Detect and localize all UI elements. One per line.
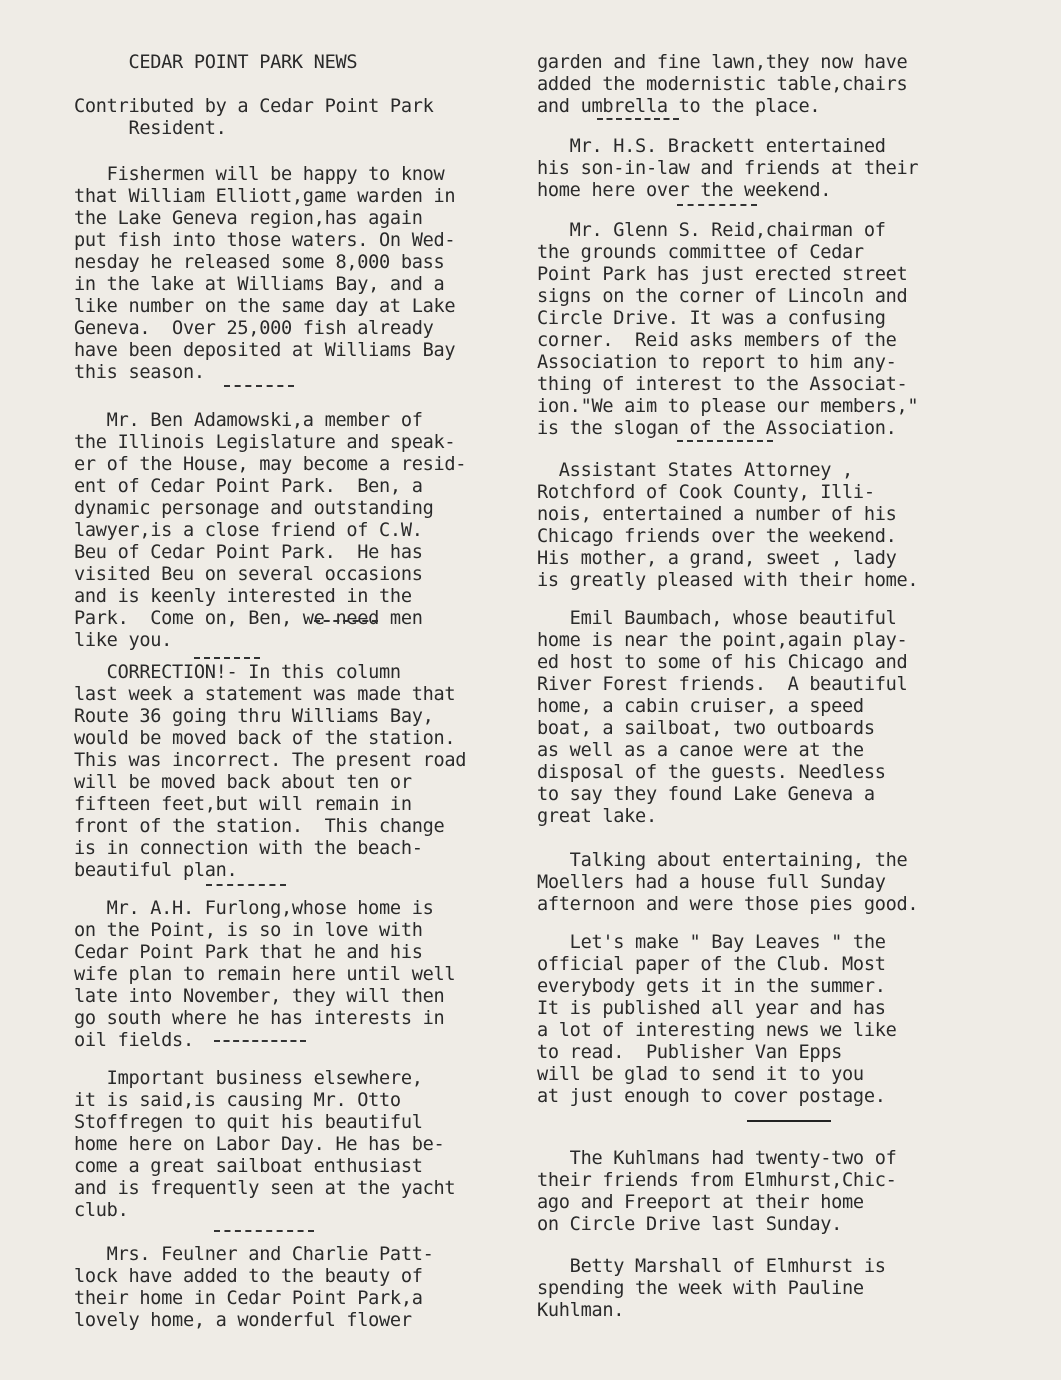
- left-column-line: wife plan to remain here until well: [74, 964, 456, 985]
- right-column-line: home is near the point,again play-: [537, 630, 908, 651]
- left-column-line: have been deposited at Williams Bay: [74, 340, 456, 361]
- left-column-line: on the Point, is so in love with: [74, 920, 423, 941]
- left-column-line: lovely home, a wonderful flower: [74, 1310, 412, 1331]
- left-column-line: will be moved back about ten or: [74, 772, 412, 793]
- left-column-line: Route 36 going thru Williams Bay,: [74, 706, 434, 727]
- right-column-line: is the slogan of the Association.: [537, 418, 897, 439]
- left-column-line: home here on Labor Day. He has be-: [74, 1134, 445, 1155]
- left-column-line: like number on the same day at Lake: [74, 296, 456, 317]
- left-column-line: Contributed by a Cedar Point Park: [74, 96, 434, 117]
- right-column-line: ed host to some of his Chicago and: [537, 652, 908, 673]
- left-column-line: Fishermen will be happy to know: [74, 164, 445, 185]
- right-column-line: It is published all year and has: [537, 998, 886, 1019]
- left-column-line: go south where he has interests in: [74, 1008, 445, 1029]
- right-column-line: Circle Drive. It was a confusing: [537, 308, 886, 329]
- right-column-line: his son-in-law and friends at their: [537, 158, 919, 179]
- right-column-line: nois, entertained a number of his: [537, 504, 897, 525]
- left-column-line: CEDAR POINT PARK NEWS: [74, 52, 358, 73]
- left-column-line: and is frequently seen at the yacht: [74, 1178, 456, 1199]
- left-column-line: fifteen feet,but will remain in: [74, 794, 412, 815]
- right-column-line: Mr. Glenn S. Reid,chairman of: [537, 220, 886, 241]
- right-column-line: His mother, a grand, sweet , lady: [537, 548, 897, 569]
- right-column-line: great lake.: [537, 806, 657, 827]
- right-column-line: spending the week with Pauline: [537, 1278, 864, 1299]
- right-column-line: their friends from Elmhurst,Chic-: [537, 1170, 897, 1191]
- left-column-line: last week a statement was made that: [74, 684, 456, 705]
- right-column-line: ion."We aim to please our members,": [537, 396, 919, 417]
- right-column-line: thing of interest to the Associat-: [537, 374, 908, 395]
- left-column-line: Mr. A.H. Furlong,whose home is: [74, 898, 434, 919]
- left-column-line: ent of Cedar Point Park. Ben, a: [74, 476, 423, 497]
- right-column-line: Emil Baumbach, whose beautiful: [537, 608, 897, 629]
- right-column-line: Association to report to him any-: [537, 352, 897, 373]
- left-column-line: is in connection with the beach-: [74, 838, 423, 859]
- right-column-line: is greatly pleased with their home.: [537, 570, 919, 591]
- right-column-line: River Forest friends. A beautiful: [537, 674, 908, 695]
- left-column-line: Cedar Point Park that he and his: [74, 942, 423, 963]
- right-column-line: ago and Freeport at their home: [537, 1192, 864, 1213]
- section-divider: [677, 204, 757, 206]
- left-column-line: Park. Come on, Ben, we need men: [74, 608, 423, 629]
- left-column-line: the Illinois Legislature and speak-: [74, 432, 456, 453]
- right-column-line: Rotchford of Cook County, Illi-: [537, 482, 875, 503]
- left-column-line: Mrs. Feulner and Charlie Patt-: [74, 1244, 434, 1265]
- left-column-line: CORRECTION!- In this column: [74, 662, 401, 683]
- right-column-line: signs on the corner of Lincoln and: [537, 286, 908, 307]
- left-column-line: dynamic personage and outstanding: [74, 498, 434, 519]
- section-divider: [314, 620, 378, 622]
- left-column-line: oil fields.: [74, 1030, 194, 1051]
- left-column-line: Geneva. Over 25,000 fish already: [74, 318, 434, 339]
- right-column-line: the grounds committee of Cedar: [537, 242, 864, 263]
- right-column-line: Chicago friends over the weekend.: [537, 526, 897, 547]
- left-column-line: lock have added to the beauty of: [74, 1266, 423, 1287]
- section-divider: [206, 884, 286, 886]
- left-column-line: Resident.: [74, 118, 227, 139]
- left-column-line: nesday he released some 8,000 bass: [74, 252, 445, 273]
- section-divider: [677, 440, 773, 442]
- right-column-line: Moellers had a house full Sunday: [537, 872, 886, 893]
- section-divider: [597, 118, 679, 120]
- right-column-line: to say they found Lake Geneva a: [537, 784, 875, 805]
- section-divider: [214, 1230, 314, 1232]
- right-column-line: Assistant States Attorney ,: [537, 460, 853, 481]
- right-column-line: as well as a canoe were at the: [537, 740, 864, 761]
- left-column-line: that William Elliott,game warden in: [74, 186, 456, 207]
- right-column-line: The Kuhlmans had twenty-two of: [537, 1148, 897, 1169]
- right-column-line: Kuhlman.: [537, 1300, 625, 1321]
- right-column-line: everybody gets it in the summer.: [537, 976, 886, 997]
- left-column-line: in the lake at Williams Bay, and a: [74, 274, 445, 295]
- right-column-line: Let's make " Bay Leaves " the: [537, 932, 886, 953]
- right-column-line: afternoon and were those pies good.: [537, 894, 919, 915]
- right-column-line: home, a cabin cruiser, a speed: [537, 696, 864, 717]
- left-column-line: beautiful plan.: [74, 860, 238, 881]
- left-column-line: this season.: [74, 362, 205, 383]
- section-divider: [214, 1040, 306, 1042]
- section-divider: [224, 385, 294, 387]
- left-column-line: would be moved back of the station.: [74, 728, 456, 749]
- right-column-line: Mr. H.S. Brackett entertained: [537, 136, 886, 157]
- left-column-line: visited Beu on several occasions: [74, 564, 423, 585]
- left-column-line: and is keenly interested in the: [74, 586, 412, 607]
- right-column-line: and umbrella to the place.: [537, 96, 821, 117]
- section-divider: [747, 1120, 831, 1122]
- left-column-line: lawyer,is a close friend of C.W.: [74, 520, 423, 541]
- section-divider: [194, 657, 260, 659]
- left-column-line: Mr. Ben Adamowski,a member of: [74, 410, 423, 431]
- right-column-line: disposal of the guests. Needless: [537, 762, 886, 783]
- left-column-line: club.: [74, 1200, 129, 1221]
- right-column-line: home here over the weekend.: [537, 180, 832, 201]
- left-column-line: it is said,is causing Mr. Otto: [74, 1090, 401, 1111]
- right-column-line: a lot of interesting news we like: [537, 1020, 897, 1041]
- right-column-line: boat, a sailboat, two outboards: [537, 718, 875, 739]
- left-column-line: their home in Cedar Point Park,a: [74, 1288, 423, 1309]
- left-column-line: This was incorrect. The present road: [74, 750, 467, 771]
- left-column-line: the Lake Geneva region,has again: [74, 208, 423, 229]
- right-column-line: Point Park has just erected street: [537, 264, 908, 285]
- right-column-line: Betty Marshall of Elmhurst is: [537, 1256, 886, 1277]
- left-column-line: put fish into those waters. On Wed-: [74, 230, 456, 251]
- left-column-line: late into November, they will then: [74, 986, 445, 1007]
- right-column-line: will be glad to send it to you: [537, 1064, 864, 1085]
- right-column-line: corner. Reid asks members of the: [537, 330, 897, 351]
- left-column-line: like you.: [74, 630, 173, 651]
- right-column-line: to read. Publisher Van Epps: [537, 1042, 843, 1063]
- right-column-line: Talking about entertaining, the: [537, 850, 908, 871]
- left-column-line: Beu of Cedar Point Park. He has: [74, 542, 423, 563]
- left-column-line: front of the station. This change: [74, 816, 445, 837]
- right-column-line: on Circle Drive last Sunday.: [537, 1214, 843, 1235]
- right-column-line: official paper of the Club. Most: [537, 954, 886, 975]
- right-column-line: added the modernistic table,chairs: [537, 74, 908, 95]
- right-column-line: garden and fine lawn,they now have: [537, 52, 908, 73]
- left-column-line: come a great sailboat enthusiast: [74, 1156, 423, 1177]
- left-column-line: Stoffregen to quit his beautiful: [74, 1112, 423, 1133]
- left-column-line: Important business elsewhere,: [74, 1068, 423, 1089]
- right-column-line: at just enough to cover postage.: [537, 1086, 886, 1107]
- left-column-line: er of the House, may become a resid-: [74, 454, 467, 475]
